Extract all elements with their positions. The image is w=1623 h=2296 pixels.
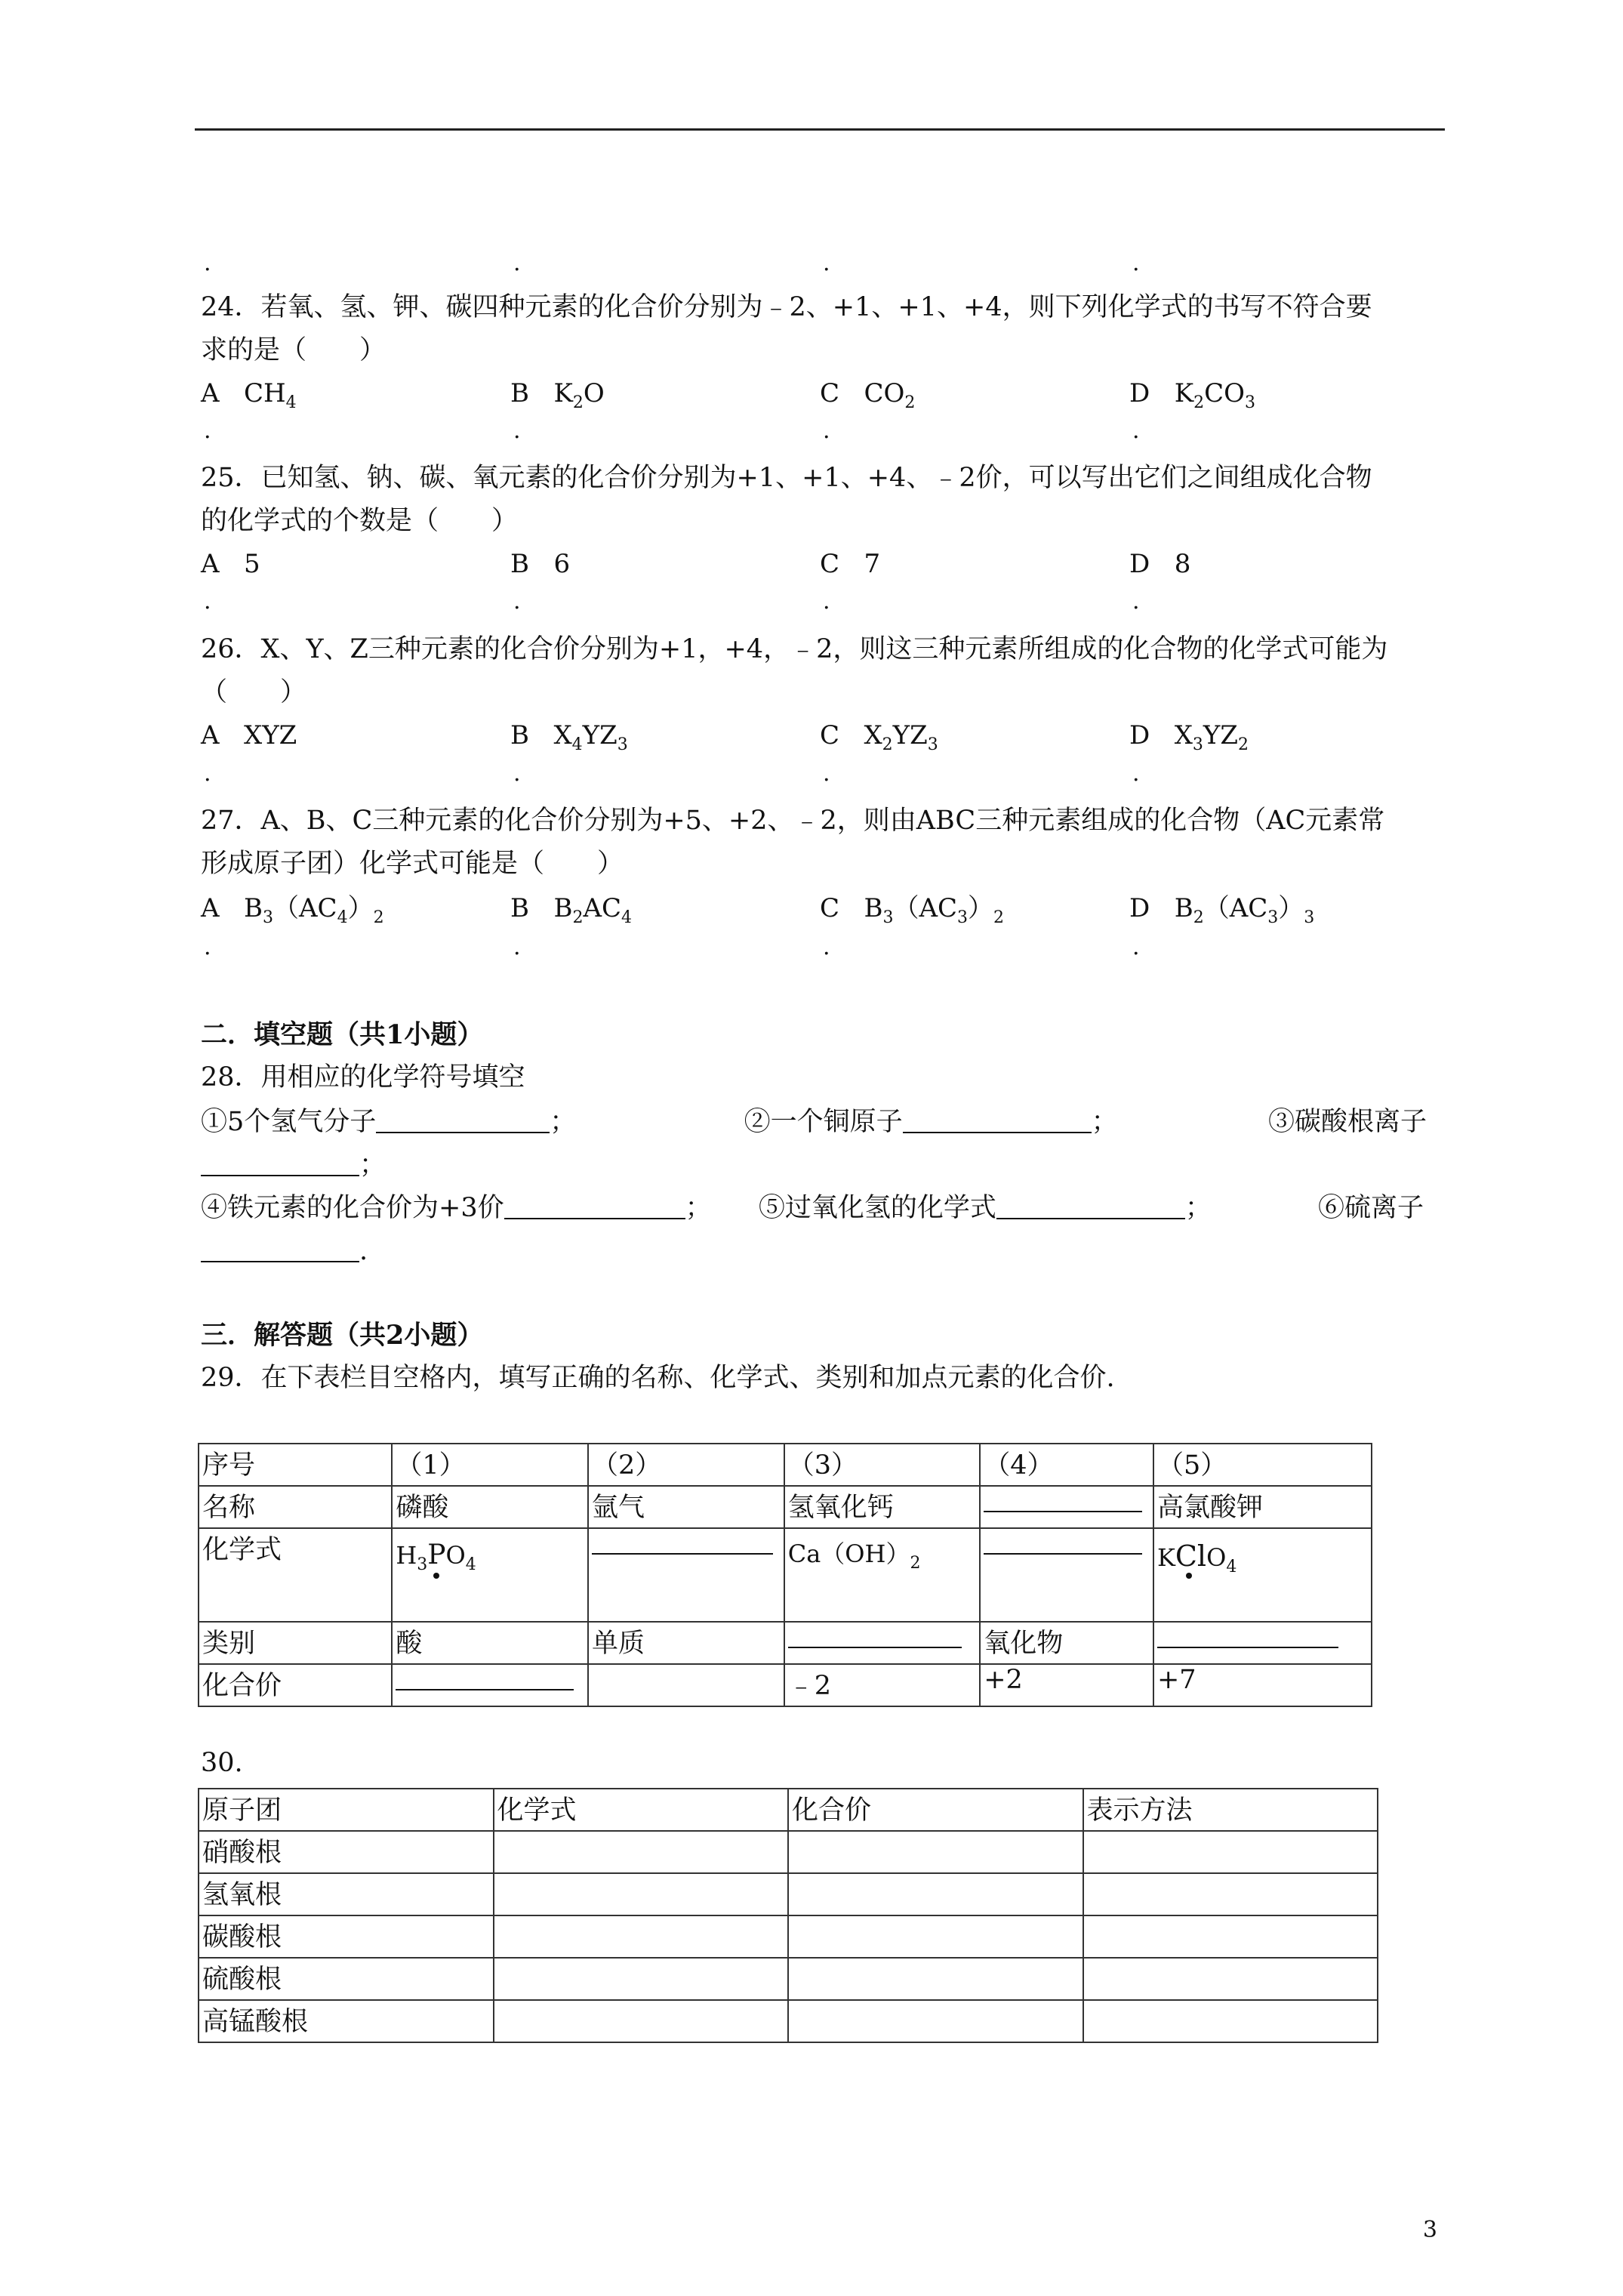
table-29-header-1: （1） xyxy=(392,1444,588,1486)
q25-option-d[interactable]: D 8 xyxy=(1129,549,1191,579)
q25-option-c[interactable]: C 7 xyxy=(820,549,881,579)
q28-item-5: ⑤过氧化氢的化学式 xyxy=(758,1193,996,1223)
q28-blank-3[interactable] xyxy=(201,1152,359,1176)
type-cell-5[interactable] xyxy=(1153,1622,1372,1664)
option-dot: . xyxy=(1132,934,1140,960)
option-dot: . xyxy=(204,934,211,960)
notation-cell[interactable] xyxy=(1083,1873,1378,1915)
option-dot: . xyxy=(1132,760,1140,787)
section-3-title: 三．解答题（共2小题） xyxy=(201,1320,484,1351)
valence-cell[interactable] xyxy=(788,1958,1083,2000)
q28-blank-1[interactable] xyxy=(376,1109,550,1133)
q28-item-4: ④铁元素的化合价为+3价 xyxy=(201,1193,504,1223)
formula-cell-5: KCl $O_4$ xyxy=(1153,1528,1372,1622)
table-row xyxy=(199,1958,1378,2000)
name-cell-5: 高氯酸钾 xyxy=(1153,1486,1372,1528)
name-cell-4[interactable] xyxy=(980,1486,1153,1528)
table-30-header-3: 表示方法 xyxy=(1083,1789,1378,1831)
formula-cell[interactable] xyxy=(494,1958,789,2000)
option-dot: . xyxy=(204,250,211,276)
type-cell-2: 单质 xyxy=(588,1622,784,1664)
option-dot: . xyxy=(204,760,211,787)
table-29 xyxy=(198,1443,1372,1707)
valence-cell-5: +7 xyxy=(1153,1664,1372,1706)
option-dot: . xyxy=(513,418,521,444)
option-dot: . xyxy=(823,588,830,615)
row-name-label: 名称 xyxy=(199,1486,392,1528)
row-valence-label: 化合价 xyxy=(199,1664,392,1706)
question-24-line2: 求的是（ ） xyxy=(201,335,387,365)
table-29-header-0: 序号 xyxy=(199,1444,392,1486)
option-dot: . xyxy=(513,934,521,960)
q24-option-c[interactable]: C $CO_2$ xyxy=(820,378,916,412)
answer-blank[interactable] xyxy=(592,1529,773,1555)
question-27-line2: 形成原子团）化学式可能是（ ） xyxy=(201,849,624,879)
formula-cell[interactable] xyxy=(494,1915,789,1958)
q28-item-2: ②一个铜原子 xyxy=(744,1107,903,1137)
section-2-title: 二．填空题（共1小题） xyxy=(201,1019,484,1050)
page-number: 3 xyxy=(1422,2217,1437,2243)
valence-cell[interactable] xyxy=(788,1873,1083,1915)
option-dot: . xyxy=(204,588,211,615)
notation-cell[interactable] xyxy=(1083,1915,1378,1958)
table-30-header-2: 化合价 xyxy=(788,1789,1083,1831)
q28-line3: ④铁元素的化合价为+3价 ； ⑤过氧化氢的化学式 ； xyxy=(201,1193,1212,1223)
name-cell-1: 磷酸 xyxy=(392,1486,588,1528)
answer-blank[interactable] xyxy=(984,1529,1142,1555)
table-30-header-1: 化学式 xyxy=(494,1789,789,1831)
notation-cell[interactable] xyxy=(1083,1958,1378,2000)
question-24-line1: 24．若氧、氢、钾、碳四种元素的化合价分别为﹣2、+1、+1、+4，则下列化学式的书写不符合要 xyxy=(201,292,1372,322)
q28-line1: ①5个氢气分子 ； ②一个铜原子 ； xyxy=(201,1107,1118,1137)
name-cell-2: 氩气 xyxy=(588,1486,784,1528)
question-30-label: 30. xyxy=(201,1748,243,1778)
q28-blank-2[interactable] xyxy=(903,1109,1092,1133)
formula-cell-2[interactable] xyxy=(588,1528,784,1622)
option-dot: . xyxy=(823,250,830,276)
formula-cell[interactable] xyxy=(494,2000,789,2042)
table-29-header-4: （4） xyxy=(980,1444,1153,1486)
q28-item-6: ⑥硫离子 xyxy=(1318,1193,1424,1223)
q27-option-b[interactable]: B $B_2AC_4$ xyxy=(510,893,633,927)
question-28-title: 28．用相应的化学符号填空 xyxy=(201,1062,525,1093)
table-row xyxy=(199,1444,1372,1486)
table-row xyxy=(199,1528,1372,1622)
valence-cell[interactable] xyxy=(788,1831,1083,1873)
table-row xyxy=(199,1622,1372,1664)
option-dot: . xyxy=(823,934,830,960)
option-dot: . xyxy=(823,418,830,444)
table-29-header-2: （2） xyxy=(588,1444,784,1486)
valence-cell-4: +2 xyxy=(980,1664,1153,1706)
q26-option-d[interactable]: D $X_3YZ_2$ xyxy=(1129,720,1249,754)
table-row xyxy=(199,1831,1378,1873)
question-26-line2: （ ） xyxy=(201,677,307,707)
question-25-line1: 25．已知氢、钠、碳、氧元素的化合价分别为+1、+1、+4、﹣2价，可以写出它们之间组成化合物 xyxy=(201,463,1372,493)
q25-option-a[interactable]: A 5 xyxy=(201,549,260,579)
option-dot: . xyxy=(513,588,521,615)
question-26-line1: 26．X、Y、Z三种元素的化合价分别为+1，+4，﹣2，则这三种元素所组成的化合物的化学式可能为 xyxy=(201,634,1388,664)
q27-option-a[interactable]: A $B_3(AC_4)_2$ xyxy=(201,893,384,927)
row-formula-label: 化学式 xyxy=(199,1528,392,1622)
header-rule xyxy=(195,128,1445,131)
q28-blank-6[interactable] xyxy=(201,1238,359,1262)
q26-option-b[interactable]: B $X_4YZ_3$ xyxy=(510,720,628,754)
valence-cell[interactable] xyxy=(788,2000,1083,2042)
radical-name: 硫酸根 xyxy=(199,1958,494,2000)
q28-blank-5[interactable] xyxy=(996,1195,1185,1219)
formula-cell[interactable] xyxy=(494,1873,789,1915)
q28-line4: . xyxy=(201,1238,368,1265)
option-dot: . xyxy=(204,418,211,444)
answer-blank[interactable] xyxy=(1157,1623,1338,1648)
table-row xyxy=(199,2000,1378,2042)
option-dot: . xyxy=(1132,588,1140,615)
table-30 xyxy=(198,1788,1378,2043)
formula-cell-3: $Ca(OH)_2$ xyxy=(784,1528,980,1622)
formula-cell-1: $H_3P$ $O_4$ xyxy=(392,1528,588,1622)
radical-name: 高锰酸根 xyxy=(199,2000,494,2042)
q24-option-a[interactable]: A $CH_4$ xyxy=(201,378,297,412)
table-30-header-0: 原子团 xyxy=(199,1789,494,1831)
option-dot: . xyxy=(513,760,521,787)
q25-option-b[interactable]: B 6 xyxy=(510,549,571,579)
question-29-title: 29．在下表栏目空格内，填写正确的名称、化学式、类别和加点元素的化合价. xyxy=(201,1363,1115,1393)
option-dot: . xyxy=(1132,418,1140,444)
row-type-label: 类别 xyxy=(199,1622,392,1664)
emphasis-dot-icon xyxy=(1186,1573,1192,1579)
type-cell-4: 氧化物 xyxy=(980,1622,1153,1664)
name-cell-3: 氢氧化钙 xyxy=(784,1486,980,1528)
q28-item-3: ③碳酸根离子 xyxy=(1268,1107,1427,1137)
q24-option-d[interactable]: D $K_2CO_3$ xyxy=(1129,378,1255,412)
radical-name: 硝酸根 xyxy=(199,1831,494,1873)
formula-cell-4[interactable] xyxy=(980,1528,1153,1622)
emphasis-dot-icon xyxy=(433,1573,439,1579)
question-25-line2: 的化学式的个数是（ ） xyxy=(201,506,519,536)
type-cell-1: 酸 xyxy=(392,1622,588,1664)
formula-cell[interactable] xyxy=(494,1831,789,1873)
q24-option-b[interactable]: B $K_2O$ xyxy=(510,378,605,412)
table-row xyxy=(199,1789,1378,1831)
type-cell-3[interactable] xyxy=(784,1622,980,1664)
q26-option-a[interactable]: A XYZ xyxy=(201,720,297,750)
notation-cell[interactable] xyxy=(1083,1831,1378,1873)
table-29-header-3: （3） xyxy=(784,1444,980,1486)
valence-cell[interactable] xyxy=(788,1915,1083,1958)
answer-blank[interactable] xyxy=(396,1665,574,1690)
table-row xyxy=(199,1664,1372,1706)
table-29-header-5: （5） xyxy=(1153,1444,1372,1486)
q28-line2: ； xyxy=(201,1152,386,1179)
question-27-line1: 27．A、B、C三种元素的化合价分别为+5、+2、﹣2，则由ABC三种元素组成的化合物（AC元素常 xyxy=(201,806,1385,836)
table-row xyxy=(199,1915,1378,1958)
notation-cell[interactable] xyxy=(1083,2000,1378,2042)
q28-blank-4[interactable] xyxy=(504,1195,685,1219)
valence-cell-2 xyxy=(588,1664,784,1706)
table-row xyxy=(199,1486,1372,1528)
answer-blank[interactable] xyxy=(984,1487,1142,1512)
option-dot: . xyxy=(513,250,521,276)
q27-option-c[interactable]: C $B_3(AC_3)_2$ xyxy=(820,893,1005,927)
radical-name: 氢氧根 xyxy=(199,1873,494,1915)
answer-blank[interactable] xyxy=(788,1623,962,1648)
valence-cell-3: ﹣2 xyxy=(784,1664,980,1706)
q27-option-d[interactable]: D $B_2(AC_3)_3$ xyxy=(1129,893,1315,927)
q28-item-1: ①5个氢气分子 xyxy=(201,1107,377,1137)
table-row xyxy=(199,1873,1378,1915)
q26-option-c[interactable]: C $X_2YZ_3$ xyxy=(820,720,938,754)
option-dot: . xyxy=(823,760,830,787)
radical-name: 碳酸根 xyxy=(199,1915,494,1958)
valence-cell-1[interactable] xyxy=(392,1664,588,1706)
option-dot: . xyxy=(1132,250,1140,276)
